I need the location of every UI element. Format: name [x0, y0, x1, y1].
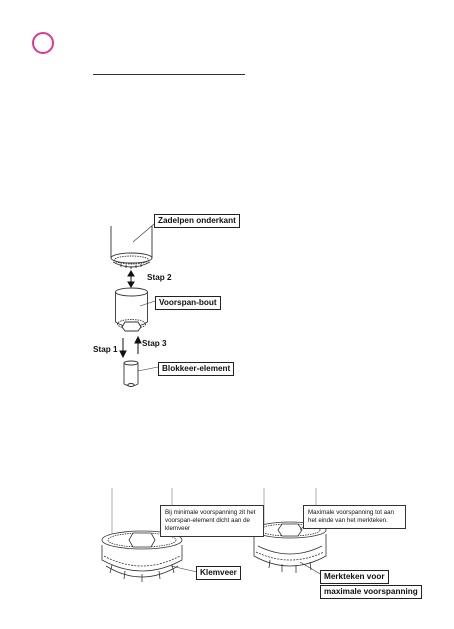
step3-arrow — [135, 337, 141, 354]
callout-mark-line2: maximale voorspanning — [320, 585, 422, 599]
preload-bolt-drawing — [116, 288, 156, 331]
callout-seatpost-bottom: Zadelpen onderkant — [154, 214, 240, 228]
callout-clamp-spring: Klemveer — [196, 566, 241, 580]
max-preload-drawing — [254, 488, 326, 575]
step1-label: Stap 1 — [93, 345, 118, 354]
callout-locking-element: Blokkeer-element — [158, 362, 234, 376]
callout-preload-bolt: Voorspan-bout — [155, 296, 221, 310]
callout-mark-line1: Merkteken voor — [320, 570, 389, 584]
step3-label: Stap 3 — [142, 339, 167, 348]
step2-arrow — [128, 271, 134, 287]
note-max-preload: Maximale voorspanning tot aan het einde van het merkteken. — [303, 505, 406, 529]
note-min-preload: Bij minimale voorspanning zit het voorspan-element dicht aan de klemveer — [160, 505, 264, 537]
step2-label: Stap 2 — [147, 273, 172, 282]
step1-arrow — [120, 338, 126, 357]
seatpost-bottom-drawing — [111, 224, 154, 269]
locking-element-drawing — [124, 361, 158, 387]
